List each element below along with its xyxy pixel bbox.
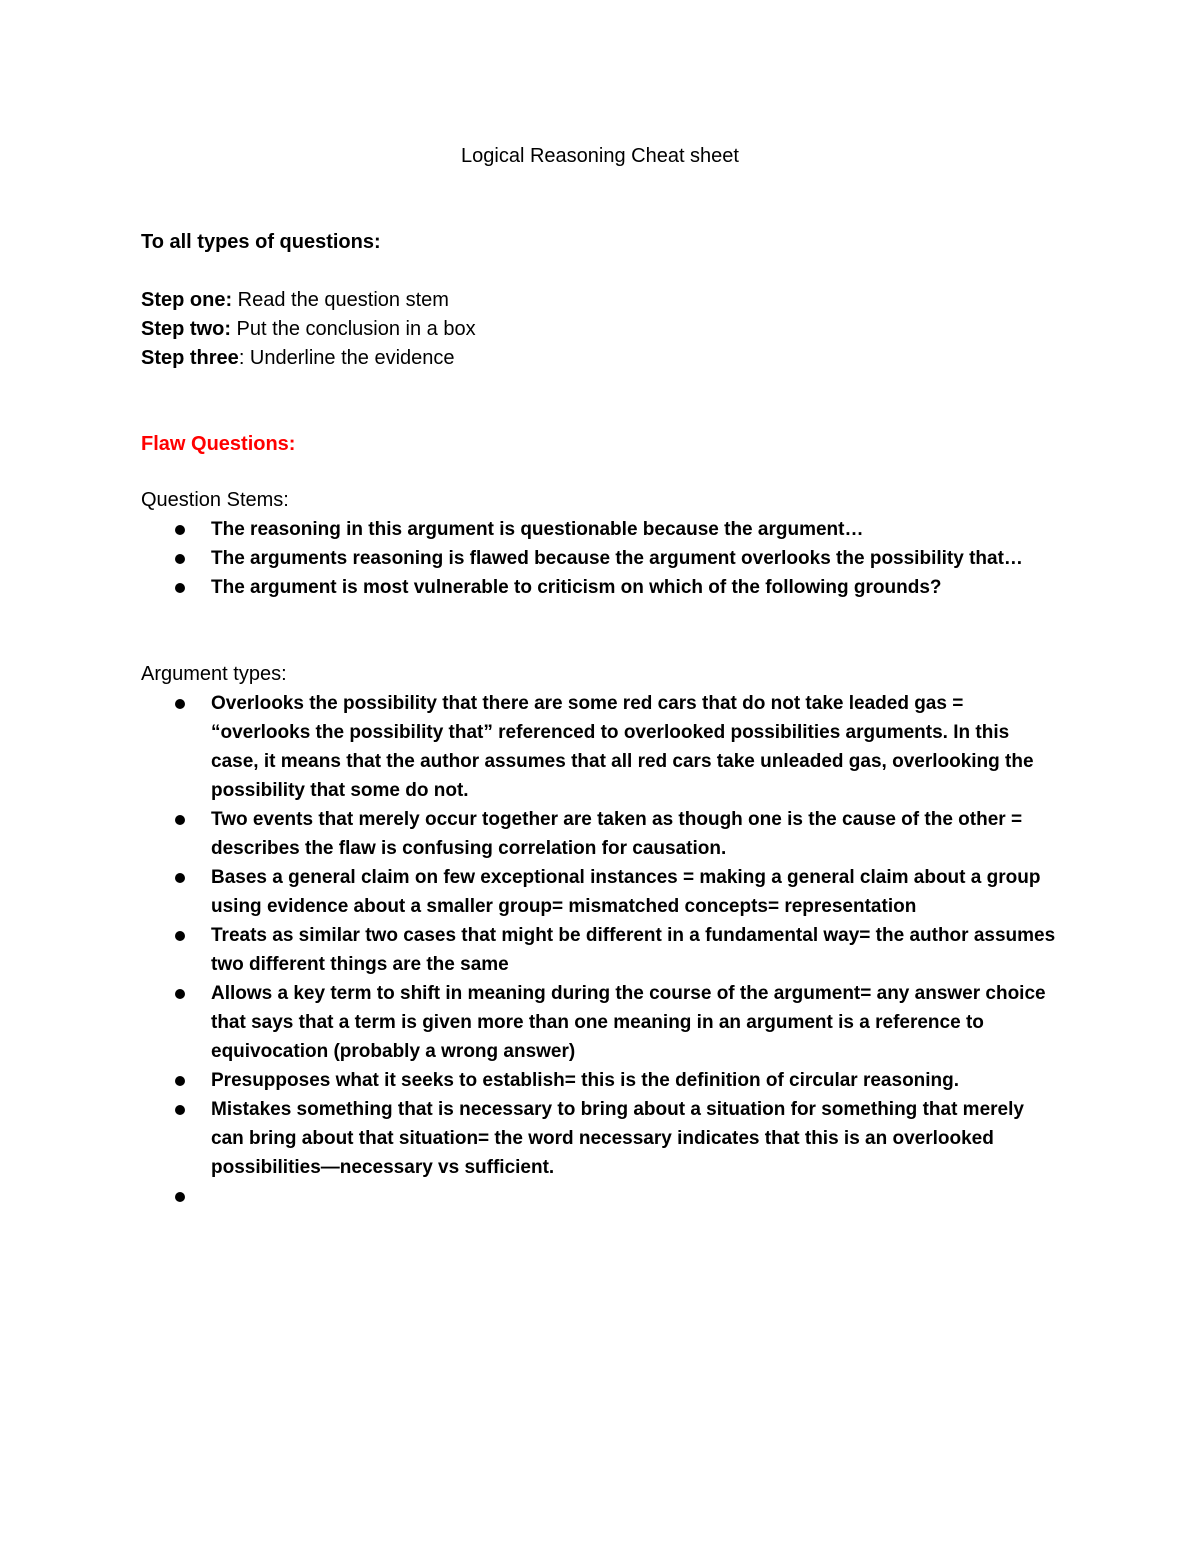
page-title: Logical Reasoning Cheat sheet (461, 145, 739, 167)
bullet-icon (175, 525, 185, 535)
flaw-heading: Flaw Questions: (141, 433, 296, 455)
argument-types-section (141, 660, 1061, 1211)
step-text: : Underline the evidence (238, 347, 455, 369)
bullet-icon (175, 989, 185, 999)
bullet-icon (175, 1105, 185, 1115)
bullet-icon (175, 583, 185, 593)
list-item-text: Two events that merely occur together are taken as though one is the cause of the other = describes the flaw is confusing correlation for causation. (211, 809, 1023, 859)
list-item-text: Treats as similar two cases that might be different in a fundamental way= the author assumes two different things are the same (211, 925, 1056, 975)
question-stems-list (141, 515, 1061, 602)
list-item-text: Bases a general claim on few exceptional instances = making a general claim about a group using evidence about a smaller group= mismatched concepts= representation (211, 867, 1041, 917)
list-item (141, 863, 1061, 921)
list-item (141, 1095, 1061, 1182)
argument-types-list (141, 689, 1061, 1211)
list-item-text: The reasoning in this argument is questionable because the argument… (211, 519, 864, 540)
steps-section (141, 286, 1061, 373)
list-item-text: The argument is most vulnerable to criticism on which of the following grounds? (211, 577, 942, 598)
bullet-icon (175, 699, 185, 709)
step-text: Read the question stem (232, 289, 449, 311)
question-stems-heading: Question Stems: (141, 489, 289, 511)
step-two (141, 315, 1061, 344)
list-item-text: The arguments reasoning is flawed because the argument overlooks the possibility that… (211, 548, 1023, 569)
list-item (141, 544, 1061, 573)
list-item (141, 921, 1061, 979)
step-label: Step two: (141, 318, 231, 340)
flaw-section (141, 430, 1061, 459)
list-item-empty (141, 1182, 1061, 1211)
list-item (141, 515, 1061, 544)
list-item-text: Presupposes what it seeks to establish= this is the definition of circular reasoning. (211, 1070, 960, 1091)
list-item (141, 805, 1061, 863)
list-item-text: Overlooks the possibility that there are some red cars that do not take leaded gas = “overlooks the possibility that” referenced to overlooked possibilities arguments. In this case, it means that the author assumes that all red cars take unleaded gas, overlooking the possibility that some do not. (211, 693, 1034, 801)
bullet-icon (175, 554, 185, 564)
list-item-text: Allows a key term to shift in meaning during the course of the argument= any answer choice that says that a term is given more than one meaning in an argument is a reference to equivocation (probably a wrong answer) (211, 983, 1046, 1062)
bullet-icon (175, 931, 185, 941)
intro-heading: To all types of questions: (141, 231, 381, 253)
list-item-text: Mistakes something that is necessary to bring about a situation for something that merely can bring about that situation= the word necessary indicates that this is an overlooked possibilities—necessary vs sufficient. (211, 1099, 1024, 1178)
list-item (141, 573, 1061, 602)
bullet-icon (175, 873, 185, 883)
bullet-icon (175, 1076, 185, 1086)
argument-types-heading: Argument types: (141, 663, 287, 685)
bullet-icon (175, 815, 185, 825)
bullet-icon (175, 1192, 185, 1202)
list-item (141, 689, 1061, 805)
step-label: Step three (141, 347, 239, 369)
question-stems-section (141, 486, 1061, 602)
step-three (141, 344, 1061, 373)
step-one (141, 286, 1061, 315)
list-item (141, 1066, 1061, 1095)
step-label: Step one: (141, 289, 233, 311)
list-item (141, 979, 1061, 1066)
intro-section (141, 228, 1061, 257)
step-text: Put the conclusion in a box (231, 318, 476, 340)
